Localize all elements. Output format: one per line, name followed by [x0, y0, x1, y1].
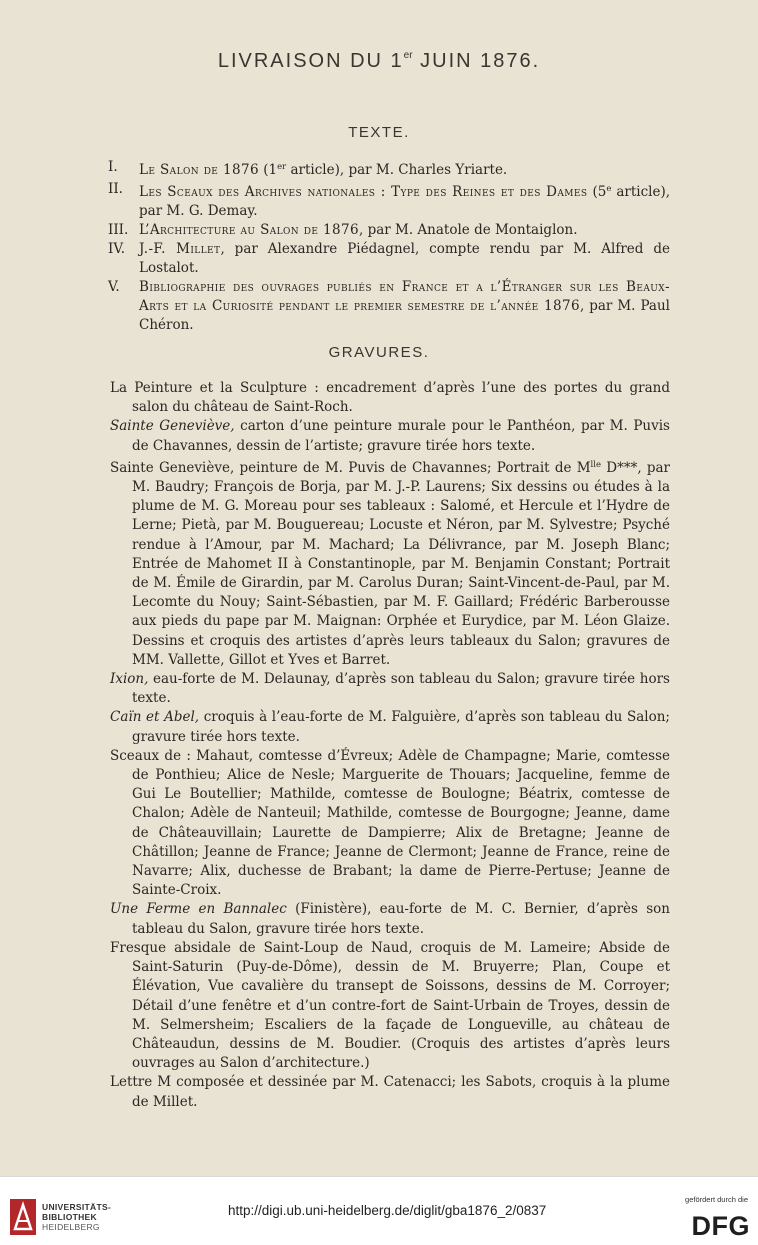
texte-list [108, 158, 670, 335]
texte-item-number: II. [108, 181, 123, 197]
gravure-entry: La Peinture et la Sculpture : encadrement d’après l’une des portes du grand salon du château de Saint-Roch. [110, 380, 670, 416]
texte-item: V. Bibliographie des ouvrages publiés en France et a l’Étranger sur les Beaux-Arts et la Curiosité pendant le premier semestre de l’année 1876, par M. Paul Chéron. [108, 279, 670, 333]
gravures-heading: GRAVURES. [328, 344, 430, 361]
gravures-list [110, 379, 670, 1112]
texte-item-number: IV. [108, 241, 126, 257]
gravure-entry: Lettre M composée et dessinée par M. Catenacci; les Sabots, croquis à la plume de Millet. [110, 1074, 670, 1110]
gravure-entry: Une Ferme en Bannalec (Finistère), eau-forte de M. C. Bernier, d’après son tableau du Salon, gravure tirée hors texte. [110, 901, 670, 937]
university-library-logo[interactable] [10, 1199, 170, 1237]
gravure-entry: Fresque absidale de Saint-Loup de Naud, croquis de M. Lameire; Abside de Saint-Saturin (Puy-de-Dôme), dessin de M. Bruyerre; Plan, Coupe et Élévation, Vue cavalière du transept de Soissons, dessins de M. Corroyer; Détail d’une fenêtre et d’un contre-fort de Saint-Urbain de Troyes, dessin de M. Selmersheim; Escaliers de la façade de Longueville, au château de Châteaudun, dessins de M. Boudier. (Croquis des artistes d’après leurs ouvrages au Salon d’architecture.) [110, 939, 670, 1072]
texte-item: II. Les Sceaux des Archives nationales : Type des Reines et des Dames (5e article), par M. G. Demay. [108, 181, 671, 219]
gravure-entry: Sceaux de : Mahaut, comtesse d’Évreux; Adèle de Champagne; Marie, comtesse de Ponthieu; Alice de Nesle; Marguerite de Thouars; Jacqueline, femme de Gui Le Boutellier; Mathilde, comtesse de Boulogne; Béatrix, comtesse de Chalon; Adèle de Nanteuil; Mathilde, comtesse de Bourgogne; Jeanne, dame de Châteauvillain; Laurette de Dampierre; Alix de Bretagne; Jeanne de Châtillon; Jeanne de France; Jeanne de Clermont; Jeanne de France, reine de Navarre; Alix, duchesse de Brabant; la dame de Pierre-Pertuse; Jeanne de Sainte-Croix. [110, 747, 670, 899]
texte-item: IV. J.-F. Millet, par Alexandre Piédagnel, compte rendu par M. Alfred de Lostalot. [108, 241, 670, 276]
texte-item: I. Le Salon de 1876 (1er article), par M. Charles Yriarte. [108, 159, 508, 178]
funded-by-caption: gefördert durch die [685, 1195, 748, 1204]
texte-item-number: I. [108, 159, 118, 175]
page-title: LIVRAISON DU 1er JUIN 1876. [217, 50, 541, 72]
dfg-wordmark: DFG [691, 1211, 750, 1241]
texte-item-number: V. [108, 279, 120, 295]
library-emblem-icon [10, 1199, 36, 1235]
texte-item-title: L’Architecture au Salon de 1876 [139, 222, 359, 238]
library-name: UNIVERSITÄTS- BIBLIOTHEK HEIDELBERG [42, 1202, 112, 1232]
gravure-entry: Ixion, eau-forte de M. Delaunay, d’après son tableau du Salon; gravure tirée hors texte. [110, 671, 670, 707]
texte-heading: TEXTE. [348, 124, 410, 141]
gravure-entry: Sainte Geneviève, peinture de M. Puvis de Chavannes; Portrait de $M^{lle}$ D***, par M. Baudry; François de Borja, par M. J.-P. Laurens; Six dessins ou études à la plume de M. G. Moreau pour ses tableaux : Salomé, et Hercule et l’Hydre de Lerne; Pietà, par M. Bouguereau; Locuste et Néron, par M. Sylvestre; Psyché rendue à l’Amour, par M. Machard; La Délivrance, par M. Joseph Blanc; Entrée de Mahomet II à Constantinople, par M. Benjamin Constant; Portrait de M. Émile de Girardin, par M. Carolus Duran; Saint-Vincent-de-Paul, par M. Lecomte du Nouy; Saint-Sébastien, par M. F. Gaillard; Frédéric Barberousse aux pieds du pape par M. Maignan: Orphée et Eurydice, par M. Léon Glaize. Dessins et croquis des artistes d’après leurs tableaux du Salon; gravures de MM. Vallette, Gillot et Yves et Barret. [110, 459, 670, 668]
permalink-url[interactable]: http://digi.ub.uni-heidelberg.de/diglit/gba1876_2/0837 [228, 1203, 547, 1218]
dfg-logo[interactable] [660, 1189, 752, 1239]
gravure-entry: Caïn et Abel, croquis à l’eau-forte de M. Falguière, d’après son tableau du Salon; gravure tirée hors texte. [110, 709, 670, 745]
footer-bar [0, 1176, 758, 1245]
texte-item-title: Les Sceaux des Archives nationales : Type des Reines et des Dames [139, 184, 588, 200]
texte-item-title: Le Salon de 1876 [139, 162, 259, 178]
texte-item-number: III. [108, 222, 129, 238]
texte-item-title: J.-F. Millet [139, 241, 221, 257]
texte-item: III. L’Architecture au Salon de 1876, par M. Anatole de Montaiglon. [108, 222, 578, 238]
gravure-entry: Sainte Geneviève, carton d’une peinture murale pour le Panthéon, par M. Puvis de Chavannes, dessin de l’artiste; gravure tirée hors texte. [110, 418, 670, 454]
texte-item-title: Bibliographie des ouvrages publiés en France et a l’Étranger sur les Beaux-Arts et la Curiosité pendant le premier semestre de l’année 1876 [139, 279, 670, 314]
